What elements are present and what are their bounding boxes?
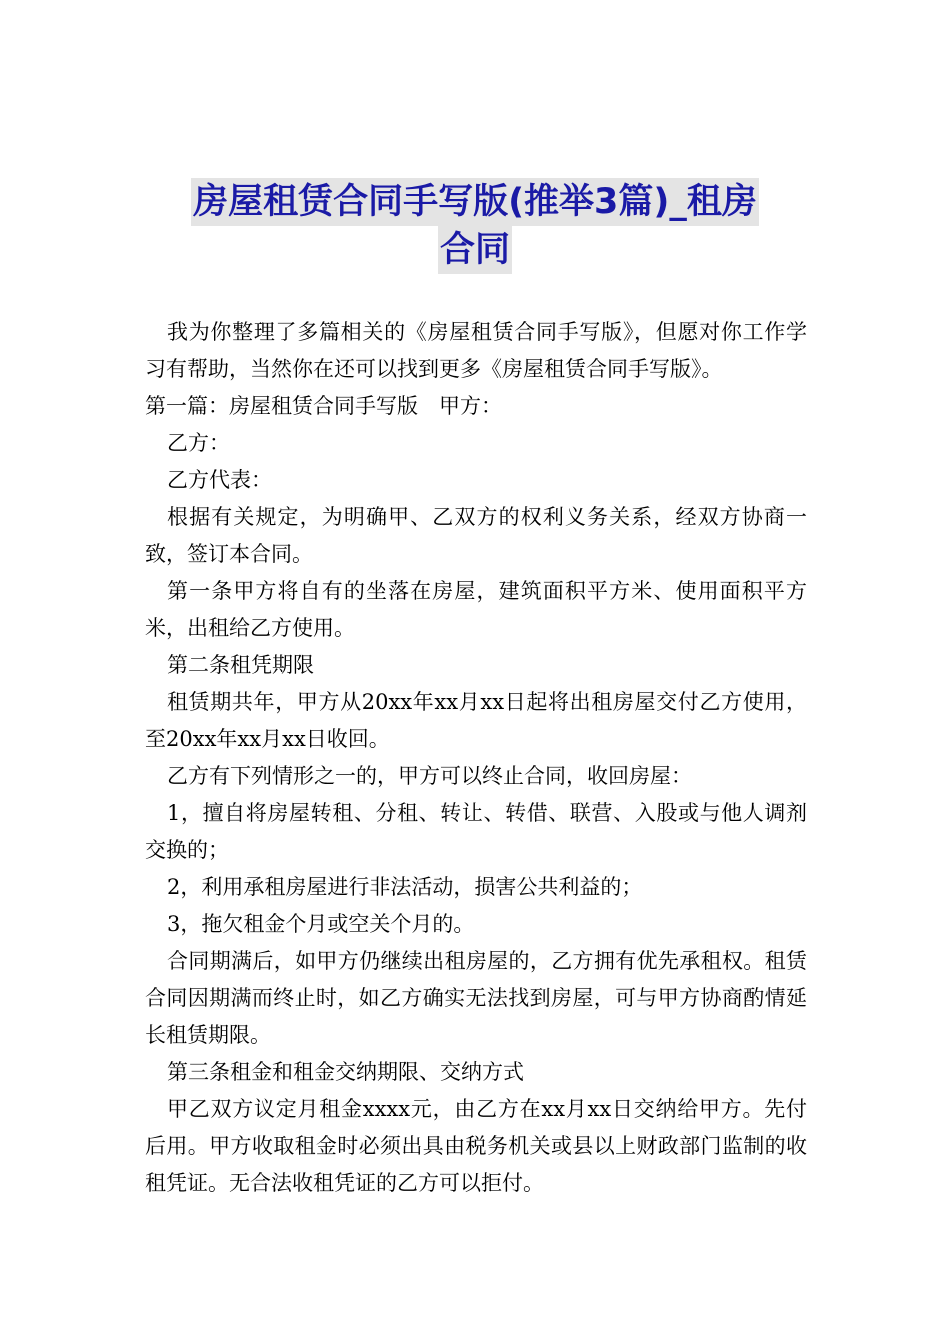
title-line-2: 合同 — [438, 226, 512, 274]
condition-item-3: 3，拖欠租金个月或空关个月的。 — [167, 912, 475, 936]
termination-conditions-paragraph: 乙方有下列情形之一的，甲方可以终止合同，收回房屋： — [167, 764, 692, 788]
preamble-paragraph: 根据有关规定，为明确甲、乙双方的权利义务关系，经双方协商一致，签订本合同。 — [145, 505, 807, 566]
article-3-heading: 第三条租金和租金交纳期限、交纳方式 — [167, 1060, 524, 1084]
renewal-paragraph: 合同期满后，如甲方仍继续出租房屋的，乙方拥有优先承租权。租赁合同因期满而终止时，如乙方确实无法找到房屋，可与甲方协商酌情延长租赁期限。 — [145, 949, 807, 1047]
party-b-line: 乙方： — [167, 431, 230, 455]
intro-paragraph: 我为你整理了多篇相关的《房屋租赁合同手写版》，但愿对你工作学习有帮助，当然你在还可以找到更多《房屋租赁合同手写版》。 — [145, 320, 807, 381]
document-title — [140, 178, 810, 274]
party-b-representative-line: 乙方代表： — [167, 468, 272, 492]
rent-payment-paragraph: 甲乙双方议定月租金xxxx元，由乙方在xx月xx日交纳给甲方。先付后用。甲方收取租金时必须出具由税务机关或县以上财政部门监制的收租凭证。无合法收租凭证的乙方可以拒付。 — [145, 1097, 807, 1195]
document-body — [145, 314, 807, 1202]
article-1-paragraph: 第一条甲方将自有的坐落在房屋，建筑面积平方米、使用面积平方米，出租给乙方使用。 — [145, 579, 807, 640]
title-line-1: 房屋租赁合同手写版(推举3篇)_租房 — [191, 178, 759, 226]
article-2-heading: 第二条租凭期限 — [167, 653, 314, 677]
condition-item-2: 2，利用承租房屋进行非法活动，损害公共利益的； — [167, 875, 643, 899]
lease-term-paragraph: 租赁期共年，甲方从20xx年xx月xx日起将出租房屋交付乙方使用，至20xx年xx月xx日收回。 — [145, 690, 807, 751]
condition-item-1: 1，擅自将房屋转租、分租、转让、转借、联营、入股或与他人调剂交换的； — [145, 801, 807, 862]
section-heading-part-one: 第一篇：房屋租赁合同手写版 甲方： — [145, 394, 502, 418]
